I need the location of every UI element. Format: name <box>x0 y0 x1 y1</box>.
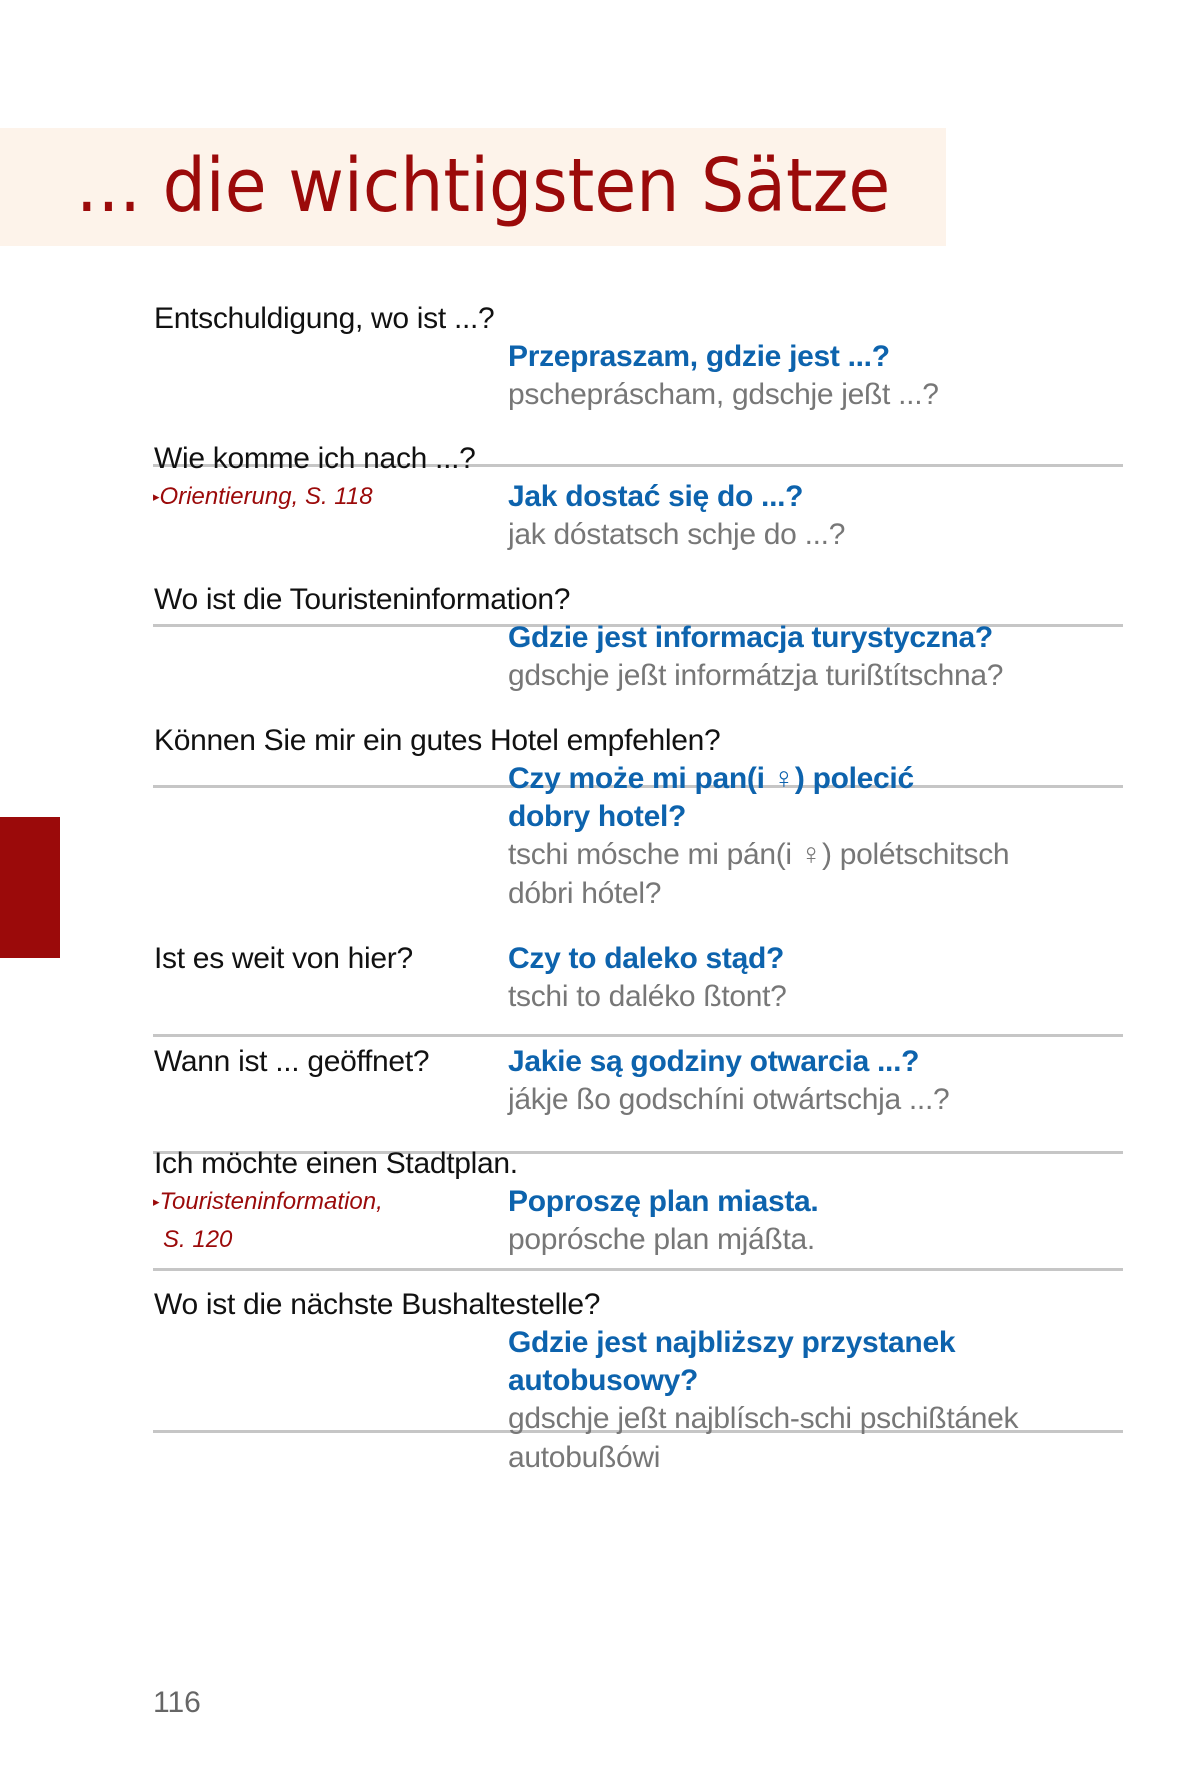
pronunciation-continued: dóbri hótel? <box>508 877 662 910</box>
pronunciation: tschi to daléko ßtont? <box>508 980 787 1013</box>
chapter-side-tab <box>0 817 60 958</box>
german-phrase: Wann ist ... geöffnet? <box>154 1045 430 1078</box>
german-phrase: Wo ist die Touristeninformation? <box>154 583 571 616</box>
triangle-arrow-icon: ▸ <box>153 1194 160 1209</box>
polish-phrase: Jakie są godziny otwarcia ...? <box>508 1045 920 1078</box>
polish-phrase: Czy to daleko stąd? <box>508 942 785 975</box>
german-phrase: Wo ist die nächste Bushaltestelle? <box>154 1288 601 1321</box>
divider <box>153 1034 1123 1037</box>
cross-reference-page[interactable]: S. 120 <box>163 1226 233 1253</box>
german-phrase: Entschuldigung, wo ist ...? <box>154 302 495 335</box>
polish-phrase-continued: autobusowy? <box>508 1364 699 1397</box>
polish-phrase: Gdzie jest najbliższy przystanek <box>508 1326 956 1359</box>
pronunciation: pschepráscham, gdschje jeßt ...? <box>508 378 939 411</box>
polish-phrase: Jak dostać się do ...? <box>508 480 804 513</box>
pronunciation: poprósche plan mjáßta. <box>508 1223 815 1256</box>
cross-reference-link[interactable] <box>153 475 373 519</box>
polish-phrase: Poproszę plan miasta. <box>508 1185 819 1218</box>
german-phrase: Können Sie mir ein gutes Hotel empfehlen? <box>154 724 721 757</box>
cross-reference-text: Orientierung, S. 118 <box>159 483 373 510</box>
page-number: 116 <box>153 1686 201 1719</box>
polish-phrase: Gdzie jest informacja turystyczna? <box>508 621 993 654</box>
polish-phrase: Przepraszam, gdzie jest ...? <box>508 340 890 373</box>
cross-reference-text: Touristeninformation, <box>159 1188 383 1215</box>
pronunciation: jákje ßo godschíni otwártschja ...? <box>508 1083 950 1116</box>
polish-phrase-continued: dobry hotel? <box>508 800 687 833</box>
pronunciation: gdschje jeßt najblísch-schi pschißtánek <box>508 1402 1019 1435</box>
pronunciation: tschi mósche mi pán(i ♀) polétschitsch <box>508 838 1010 871</box>
page-title: ... die wichtigsten Sätze <box>76 143 891 229</box>
pronunciation-continued: autobußówi <box>508 1441 661 1474</box>
german-phrase: Ich möchte einen Stadtplan. <box>154 1147 518 1180</box>
divider <box>153 1268 1123 1271</box>
pronunciation: jak dóstatsch schje do ...? <box>508 518 846 551</box>
german-phrase: Wie komme ich nach ...? <box>154 442 476 475</box>
german-phrase: Ist es weit von hier? <box>154 942 413 975</box>
pronunciation: gdschje jeßt informátzja turißtítschna? <box>508 659 1004 692</box>
polish-phrase: Czy może mi pan(i ♀) polecić <box>508 762 914 795</box>
triangle-arrow-icon: ▸ <box>153 489 160 504</box>
